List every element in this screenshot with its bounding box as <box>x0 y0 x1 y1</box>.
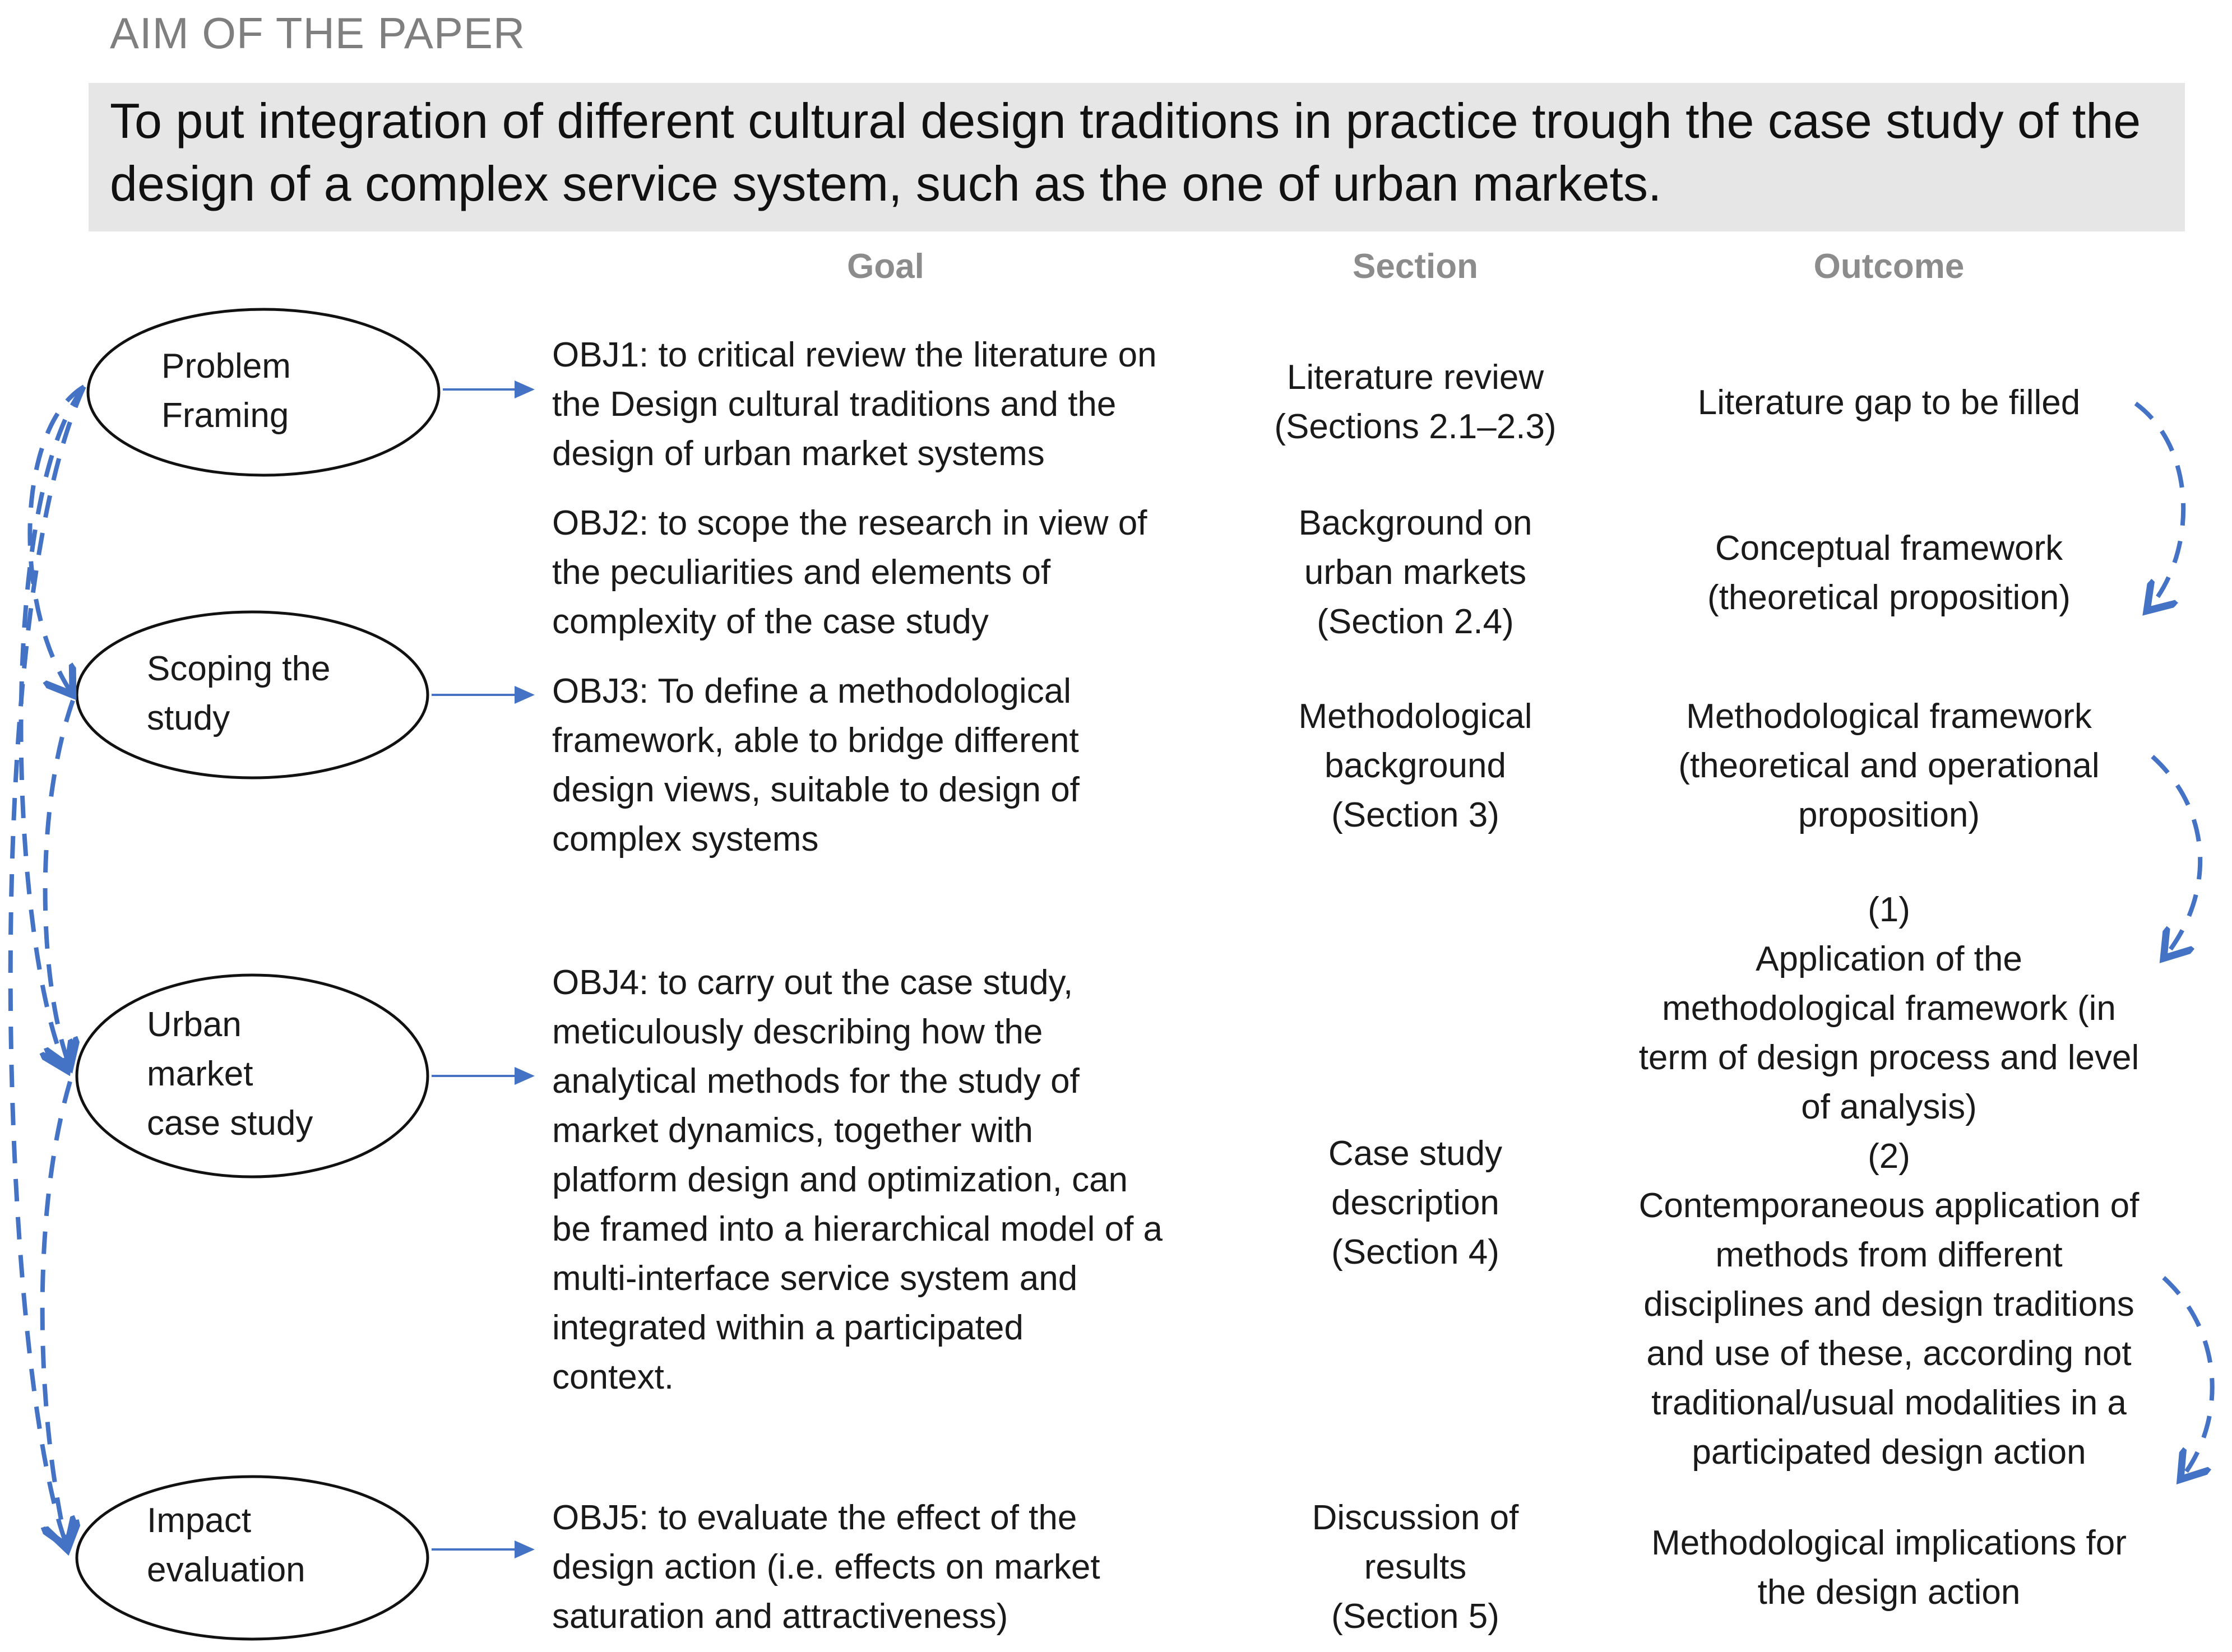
outcome-obj4: (1) Application of the methodological framework (in term of design process and level of analysis) (2) Contemporaneous application of methods from different disciplines and design traditions and use of these, according not traditional/usual modalities in a participated design action <box>1638 890 2140 1472</box>
phase-label-scoping: Scoping the study <box>147 649 331 737</box>
section-obj5: Discussion of results (Section 5) <box>1312 1498 1519 1636</box>
dashed-arrow-problem-to-scoping <box>30 387 84 695</box>
section-obj4: Case study description (Section 4) <box>1328 1134 1503 1272</box>
aim-text: To put integration of different cultural design traditions in practice trough the case study of the design of a complex service system, such as the one of urban markets. <box>110 93 2141 211</box>
outcome-obj1: Literature gap to be filled <box>1697 383 2081 422</box>
outcome-obj5: Methodological implications for the design action <box>1651 1524 2127 1612</box>
goal-obj1: OBJ1: to critical review the literature on the Design cultural traditions and the design of urban market systems <box>552 336 1157 473</box>
goal-obj2: OBJ2: to scope the research in view of the peculiarities and elements of complexity of the case study <box>552 504 1147 641</box>
section-obj2: Background on urban markets (Section 2.4) <box>1298 504 1532 641</box>
phase-label-impact: Impact evaluation <box>147 1501 305 1589</box>
aim-heading: AIM OF THE PAPER <box>110 8 526 58</box>
column-header-goal: Goal <box>847 247 924 286</box>
outcome-obj2: Conceptual framework (theoretical proposition) <box>1707 529 2071 617</box>
outcome-obj3: Methodological framework (theoretical and operational proposition) <box>1678 697 2100 834</box>
dashed-arrow-casestudy-to-impact <box>43 1082 70 1549</box>
dashed-arrow-problem-to-casestudy <box>21 387 85 1070</box>
column-header-section: Section <box>1353 247 1478 286</box>
dashed-arrow-scoping-to-casestudy <box>45 700 73 1068</box>
phase-label-problem-framing: Problem Framing <box>161 347 291 435</box>
phase-label-case-study: Urban market case study <box>147 1005 313 1143</box>
section-obj3: Methodological background (Section 3) <box>1298 697 1532 834</box>
goal-obj5: OBJ5: to evaluate the effect of the design action (i.e. effects on market saturation and attractiveness) <box>552 1498 1100 1636</box>
goal-obj3: OBJ3: To define a methodological framework, able to bridge different design views, suitable to design of complex systems <box>552 672 1080 859</box>
column-header-outcome: Outcome <box>1813 247 1965 286</box>
goal-obj4: OBJ4: to carry out the case study, meticulously describing how the analytical methods for the study of market dynamics, together with platform design and optimization, can be framed into a hierarchical model of a multi-interface service system and integrated within a participated context. <box>552 963 1163 1396</box>
section-obj1: Literature review (Sections 2.1–2.3) <box>1274 358 1557 446</box>
